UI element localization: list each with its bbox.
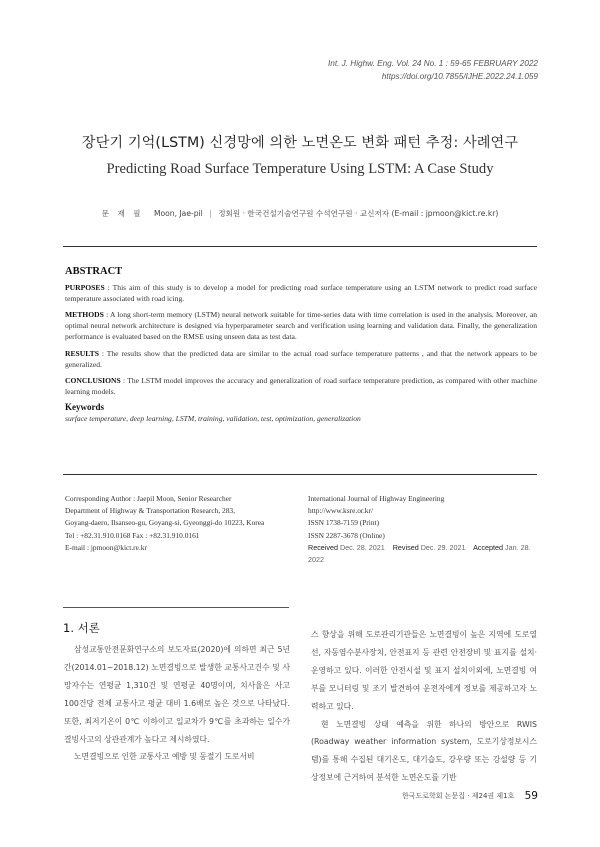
volume-issue: Vol. 24 No. 1 : 59-65 FEBRUARY 2022 [396, 59, 538, 68]
journal-info-block [308, 493, 540, 566]
body-paragraph: 노면결빙으로 인한 교통사고 예방 및 동절기 도로서비 [74, 752, 255, 762]
author-affiliation: 정회원 · 한국건설기술연구원 수석연구원 · 교신저자 (E-mail : jpmoon@kict.re.kr) [218, 209, 499, 218]
page-footer [402, 790, 538, 802]
received-date: Dec. 28. 2021 [339, 542, 385, 552]
abstract-section [65, 266, 537, 424]
issn-online: ISSN 2287-3678 (Online) [308, 530, 385, 540]
body-paragraph: 삼성교통안전문화연구소의 보도자료(2020)에 의하면 최근 5년간(2014.01~2018.12) 노면결빙으로 발생한 교통사고건수 및 사망자수는 연평균 1,310건 및 연평균 40명이며, 치사율은 사고 100건당 전체 교통사고 평균 대비 1.6배로 높은 것으로 나타났다. 또한, 최저기온이 0℃ 이하이고 일교차가 9℃를 초과하는 일수가 결빙사고의 상관관계가 높다고 제시하였다. [64, 645, 290, 744]
body-paragraph: 스 향상을 위해 도로관리기관들은 노면결빙이 높은 지역에 도로열선, 자동염수분사장치, 안전표지 등 관련 안전장비 및 표지를 설치·운영하고 있다. 이러한 안전시설 및 표지 설치이외에, 노면결빙 여부를 모니터링 및 조기 발견하여 운전자에게 정보를 제공하고자 노력하고 있다. [311, 630, 537, 711]
doi-link[interactable]: https://doi.org/10.7855/IJHE.2022.24.1.059 [381, 72, 538, 81]
methods-text: : A long short-term memory (LSTM) neural network suitable for time-series data with time correlation is used in the analysis. Moreover, an optimal neural network architecture is designed via hyperparameter search and verification using learning and validation data. Finally, the generalization performance is evaluated based on the RMSE using unseen data as test data. [65, 310, 537, 342]
journal-abbreviation: Int. J. Highw. Eng. [328, 59, 395, 68]
title-english: Predicting Road Surface Temperature Using LSTM: A Case Study [106, 161, 494, 177]
methods-label: METHODS [65, 310, 104, 320]
author-line [0, 208, 600, 219]
received-label: Received [308, 542, 338, 552]
journal-header [328, 57, 538, 83]
page-number: 59 [524, 790, 538, 802]
corr-dept: Department of Highway & Transportation Research, 283, [65, 506, 235, 516]
author-name-korean: 문 재 필 [101, 209, 144, 218]
body-left-column [64, 641, 290, 766]
results-label: RESULTS [65, 348, 99, 358]
corr-address: Goyang-daero, Ilsanseo-gu, Goyang-si, Gyeonggi-do 10223, Korea [65, 518, 265, 528]
revised-label: Revised [392, 542, 419, 552]
dates-line [308, 542, 540, 566]
corr-email[interactable]: E-mail : jpmoon@kict.re.kr [65, 542, 147, 552]
corr-author: Corresponding Author : Jaepil Moon, Senior Researcher [65, 494, 232, 503]
correspondence-block [65, 493, 305, 554]
journal-name: International Journal of Highway Engineering [308, 494, 445, 503]
abstract-conclusions [65, 375, 537, 397]
left-column-rule [63, 607, 289, 608]
journal-url[interactable]: http://www.ksre.or.kr/ [308, 506, 374, 516]
title-korean: 장단기 기억(LSTM) 신경망에 의한 노면온도 변화 패턴 추정: 사례연구 [81, 135, 519, 151]
corr-phone: Tel : +82.31.910.0168 Fax : +82.31.910.0161 [65, 530, 200, 540]
abstract-top-rule [63, 246, 537, 247]
abstract-heading: ABSTRACT [65, 266, 123, 277]
conclusions-label: CONCLUSIONS [65, 375, 121, 385]
section-title-introduction: 1. 서론 [63, 621, 100, 635]
revised-date: Dec. 29. 2021 [420, 542, 466, 552]
purposes-label: PURPOSES [65, 283, 105, 293]
abstract-purposes [65, 282, 537, 304]
keywords-heading: Keywords [65, 401, 104, 412]
abstract-methods [65, 309, 537, 342]
issn-print: ISSN 1738-7159 (Print) [308, 518, 380, 528]
body-right-column [311, 626, 537, 787]
accepted-label: Accepted [473, 542, 504, 552]
keywords-list: surface temperature, deep learning, LSTM, training, validation, test, optimization, generalization [65, 414, 361, 424]
abstract-bottom-rule [63, 474, 537, 475]
abstract-results [65, 348, 537, 370]
author-name-english: Moon, Jae-pil [153, 209, 203, 218]
purposes-text: : This aim of this study is to develop a model for predicting road surface temperature using an LSTM network to predict road surface temperature associated with road icing. [65, 283, 537, 304]
accepted-date: Jan. 28. 2022 [308, 542, 531, 565]
results-text: : The results show that the predicted data are similar to the actual road surface temperature patterns , and that the network appears to be generalized. [65, 348, 537, 369]
conclusions-text: : The LSTM model improves the accuracy and generalization of road surface temperature prediction, as compared with other machine learning models. [65, 375, 537, 396]
body-paragraph: 현 노면결빙 상태 예측을 위한 하나의 방안으로 RWIS (Roadway weather information system, 도로기상정보시스템)를 통해 수집된 대기온도, 대기습도, 강우량 또는 강설량 등 기상정보에 근거하여 분석한 노면온도를 기반 [311, 719, 537, 783]
footer-journal-issue: 한국도로학회 논문집 · 제24권 제1호 [401, 792, 515, 800]
journal-volume-line [328, 57, 538, 70]
author-separator: | [209, 209, 212, 218]
